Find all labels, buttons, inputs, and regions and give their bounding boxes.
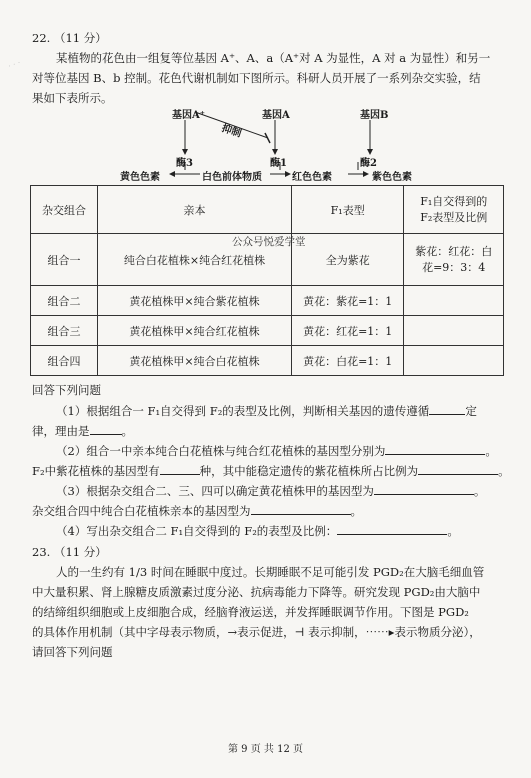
header-f1: F₁表型 — [291, 186, 403, 234]
row4-parents: 黄花植株甲×纯合白花植株 — [97, 346, 291, 376]
row1-f2 — [404, 234, 504, 286]
header-f2-line2: F₂表型及比例 — [420, 210, 488, 224]
corner-stamp-mark: · · · — [6, 58, 22, 71]
row1-group: 组合一 — [31, 234, 98, 286]
header-cross-group: 杂交组合 — [31, 186, 98, 234]
q2-line1 — [56, 442, 497, 459]
gene-a-label: 基因A — [262, 110, 290, 121]
row2-parents: 黄花植株甲×纯合紫花植株 — [97, 286, 291, 316]
q3-line1 — [56, 482, 485, 499]
q3-line2 — [32, 502, 362, 519]
row3-f2 — [404, 316, 504, 346]
q1-text-c: 律，理由是 — [32, 424, 90, 438]
q1-period: 。 — [121, 424, 133, 438]
q23-line1: 人的一生约有 1/3 时间在睡眠中度过。长期睡眠不足可能引发 PGD₂在大脑毛细血管 — [56, 565, 485, 579]
row4-f2 — [404, 346, 504, 376]
questions-prompt: 回答下列问题 — [32, 383, 101, 397]
row3-f1: 黄花：红花=1：1 — [291, 316, 403, 346]
q23-title: 23. （11 分） — [32, 545, 107, 559]
table-row — [31, 346, 504, 376]
gene-b-label: 基因B — [360, 110, 389, 121]
q1-text-b: 定 — [465, 404, 477, 418]
q3-blank-genotype-a[interactable] — [374, 482, 474, 495]
table-row — [31, 286, 504, 316]
q2-blank-count[interactable] — [160, 462, 200, 475]
q1-text-a: （1）根据组合一 F₁自交得到 F₂的表型及比例，判断相关基因的遗传遵循 — [56, 404, 430, 418]
header-f2-line1: F₁自交得到的 — [420, 194, 488, 208]
row1-f2-line1: 紫花：红花：白 — [415, 244, 493, 258]
q2-period-a: 。 — [485, 444, 497, 458]
enzyme1-label: 酶1 — [270, 158, 287, 169]
table-watermark: 公众号悦爱学堂 — [232, 236, 306, 248]
q22-intro-line3: 果如下表所示。 — [32, 91, 113, 105]
q23-line5: 请回答下列问题 — [32, 645, 113, 659]
row3-group: 组合三 — [31, 316, 98, 346]
q1-blank-reason[interactable] — [90, 422, 122, 435]
row2-f2 — [404, 286, 504, 316]
q23-line3: 的结缔组织细胞或上皮细胞合成，经脑脊液运送，并发挥睡眠调节作用。下图是 PGD₂ — [32, 605, 469, 619]
q22-intro-line2: 对等位基因 B、b 控制。花色代谢机制如下图所示。科研人员开展了一系列杂交实验，结 — [32, 71, 481, 85]
q22-title: 22. （11 分） — [32, 31, 107, 45]
enzyme2-label: 酶2 — [360, 158, 377, 169]
q2-period-b: 。 — [498, 464, 510, 478]
purple-pigment-label: 紫色色素 — [372, 172, 412, 183]
row2-f1: 黄花：紫花=1：1 — [291, 286, 403, 316]
q3-text-b: 杂交组合四中纯合白花植株亲本的基因型为 — [32, 504, 251, 518]
q2-blank-genotypes[interactable] — [385, 442, 485, 455]
header-f2 — [404, 186, 504, 234]
page-footer: 第 9 页 共 12 页 — [228, 744, 303, 755]
q23-line2: 中大量积累、肾上腺糖皮质激素过度分泌、抗病毒能力下降等。研究发现 PGD₂由大脑中 — [32, 585, 481, 599]
inhibit-label: 抑制 — [220, 123, 243, 140]
q1-line2 — [32, 422, 133, 439]
q3-period-a: 。 — [473, 484, 486, 498]
row1-parents: 纯合白花植株×纯合红花植株 — [97, 234, 291, 286]
row4-group: 组合四 — [31, 346, 98, 376]
q4-blank-answer[interactable] — [337, 522, 447, 535]
q4-text: （4）写出杂交组合二 F₁自交得到的 F₂的表型及比例： — [56, 524, 338, 538]
header-parents: 亲本 — [97, 186, 291, 234]
q2-blank-ratio[interactable] — [418, 462, 498, 475]
q3-blank-genotype-b[interactable] — [251, 502, 351, 515]
row1-f1: 全为紫花 — [291, 234, 403, 286]
q4-line — [56, 522, 459, 539]
white-precursor-label: 白色前体物质 — [202, 172, 262, 183]
q2-text-a: （2）组合一中亲本纯合白花植株与纯合红花植株的基因型分别为 — [56, 444, 386, 458]
row1-f2-line2: 花=9：3：4 — [422, 260, 486, 274]
q2-text-b: F₂中紫花植株的基因型有 — [32, 464, 160, 478]
yellow-pigment-label: 黄色色素 — [120, 172, 160, 183]
q3-period-b: 。 — [350, 504, 362, 518]
table-row — [31, 316, 504, 346]
row3-parents: 黄花植株甲×纯合红花植株 — [97, 316, 291, 346]
table-header-row — [31, 186, 504, 234]
q22-intro-line1: 某植物的花色由一组复等位基因 A⁺、A、a（A⁺对 A 为显性，A 对 a 为显性）和另一 — [56, 51, 491, 65]
q3-text-a: （3）根据杂交组合二、三、四可以确定黄花植株甲的基因型为 — [56, 484, 374, 498]
row4-f1: 黄花：白花=1：1 — [291, 346, 403, 376]
cross-results-table — [30, 185, 504, 376]
q2-text-c: 种，其中能稳定遗传的紫花植株所占比例为 — [199, 464, 419, 478]
q2-line2 — [32, 462, 510, 479]
gene-a-plus-label: 基因A⁺ — [172, 110, 206, 121]
q23-line4: 的具体作用机制（其中字母表示物质，→表示促进，⊣ 表示抑制，⋯⋯▸表示物质分泌）， — [32, 625, 481, 639]
row2-group: 组合二 — [31, 286, 98, 316]
q1-line1 — [56, 402, 477, 419]
metabolism-diagram — [110, 106, 430, 184]
q1-blank-law[interactable] — [429, 402, 465, 415]
enzyme3-label: 酶3 — [176, 158, 193, 169]
red-pigment-label: 红色色素 — [292, 172, 332, 183]
q4-period: 。 — [447, 524, 459, 538]
